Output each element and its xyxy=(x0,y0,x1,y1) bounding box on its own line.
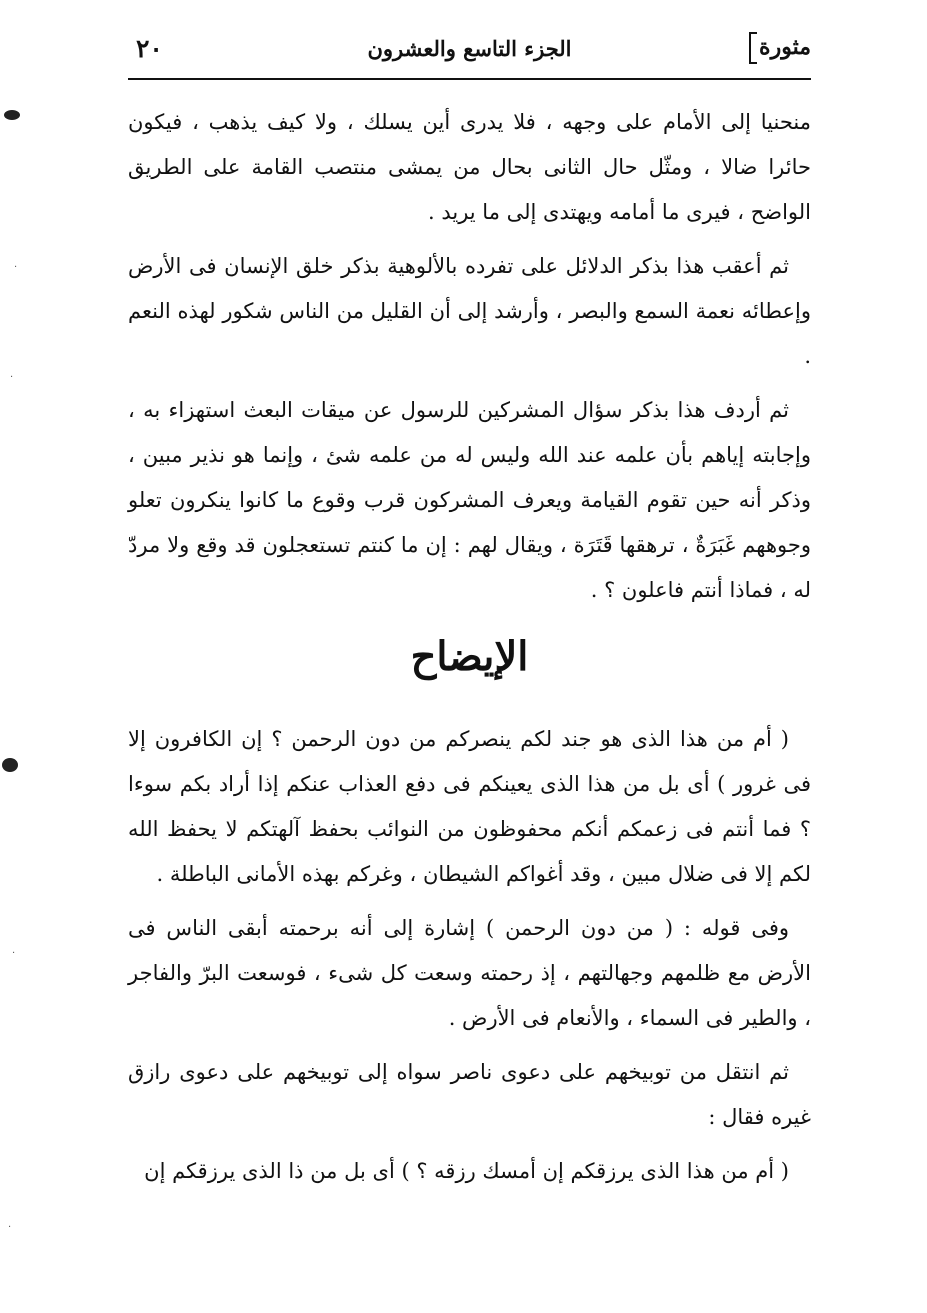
scan-speck-icon: · xyxy=(12,948,16,959)
scan-speck-icon: · xyxy=(10,372,14,383)
page-number: ٢٠ xyxy=(136,34,163,63)
scan-speck-icon: · xyxy=(8,1222,12,1233)
section-heading: الإيضاح xyxy=(410,633,529,680)
ink-blot-icon xyxy=(2,758,18,772)
surah-name-text: مثورة xyxy=(759,34,811,60)
page-header xyxy=(128,28,811,80)
scan-speck-icon: · xyxy=(14,262,18,273)
explanation-paragraph: ثم انتقل من توبيخهم على دعوى ناصر سواه إلى توبيخهم على دعوى رازق غيره فقال : xyxy=(128,1060,811,1129)
running-title: الجزء التاسع والعشرون xyxy=(367,36,572,61)
explanation-paragraph: ( أم من هذا الذى يرزقكم إن أمسك رزقه ؟ ) أى بل من ذا الذى يرزقكم إن xyxy=(144,1159,789,1183)
bracket-icon xyxy=(749,32,757,64)
header-rule xyxy=(128,78,811,80)
surah-name xyxy=(753,34,811,60)
page-body xyxy=(128,100,811,1203)
paragraph-continuation: منحنيا إلى الأمام على وجهه ، فلا يدرى أين يسلك ، ولا كيف يذهب ، فيكون حائرا ضالا ، ومثّل حال الثانى بحال من يمشى منتصب القامة على الطريق الواضح ، فيرى ما أمامه ويهتدى إلى ما يريد . xyxy=(128,110,811,224)
ink-blot-icon xyxy=(4,110,20,120)
paragraph: ثم أعقب هذا بذكر الدلائل على تفرده بالألوهية بذكر خلق الإنسان فى الأرض وإعطائه نعمة السمع والبصر ، وأرشد إلى أن القليل من الناس شكور لهذه النعم . xyxy=(128,254,811,368)
explanation-paragraph: ( أم من هذا الذى هو جند لكم ينصركم من دون الرحمن ؟ إن الكافرون إلا فى غرور ) أى بل من هذا الذى يعينكم فى دفع العذاب عنكم إذا أراد بكم سوءا ؟ فما أنتم فى زعمكم أنكم محفوظون من النوائب بحفظ آلهتكم لا يحفظ الله لكم إلا فى ضلال مبين ، وقد أغواكم الشيطان ، وغركم بهذه الأمانى الباطلة . xyxy=(128,727,811,886)
paragraph: ثم أردف هذا بذكر سؤال المشركين للرسول عن ميقات البعث استهزاء به ، وإجابته إياهم بأن علمه عند الله وليس له من علمه شئ ، وإنما هو نذير مبين ، وذكر أنه حين تقوم القيامة ويعرف المشركون قرب وقوع ما كانوا ينكرون تعلو وجوههم غَبَرَةٌ ، ترهقها قَتَرَة ، ويقال لهم : إن ما كنتم تستعجلون قد وقع ولا مردّ له ، فماذا أنتم فاعلون ؟ . xyxy=(128,398,811,602)
explanation-paragraph: وفى قوله : ( من دون الرحمن ) إشارة إلى أنه برحمته أبقى الناس فى الأرض مع ظلمهم وجهالتهم ، إذ رحمته وسعت كل شىء ، فوسعت البرّ والفاجر ، والطير فى السماء ، والأنعام فى الأرض . xyxy=(128,916,811,1030)
